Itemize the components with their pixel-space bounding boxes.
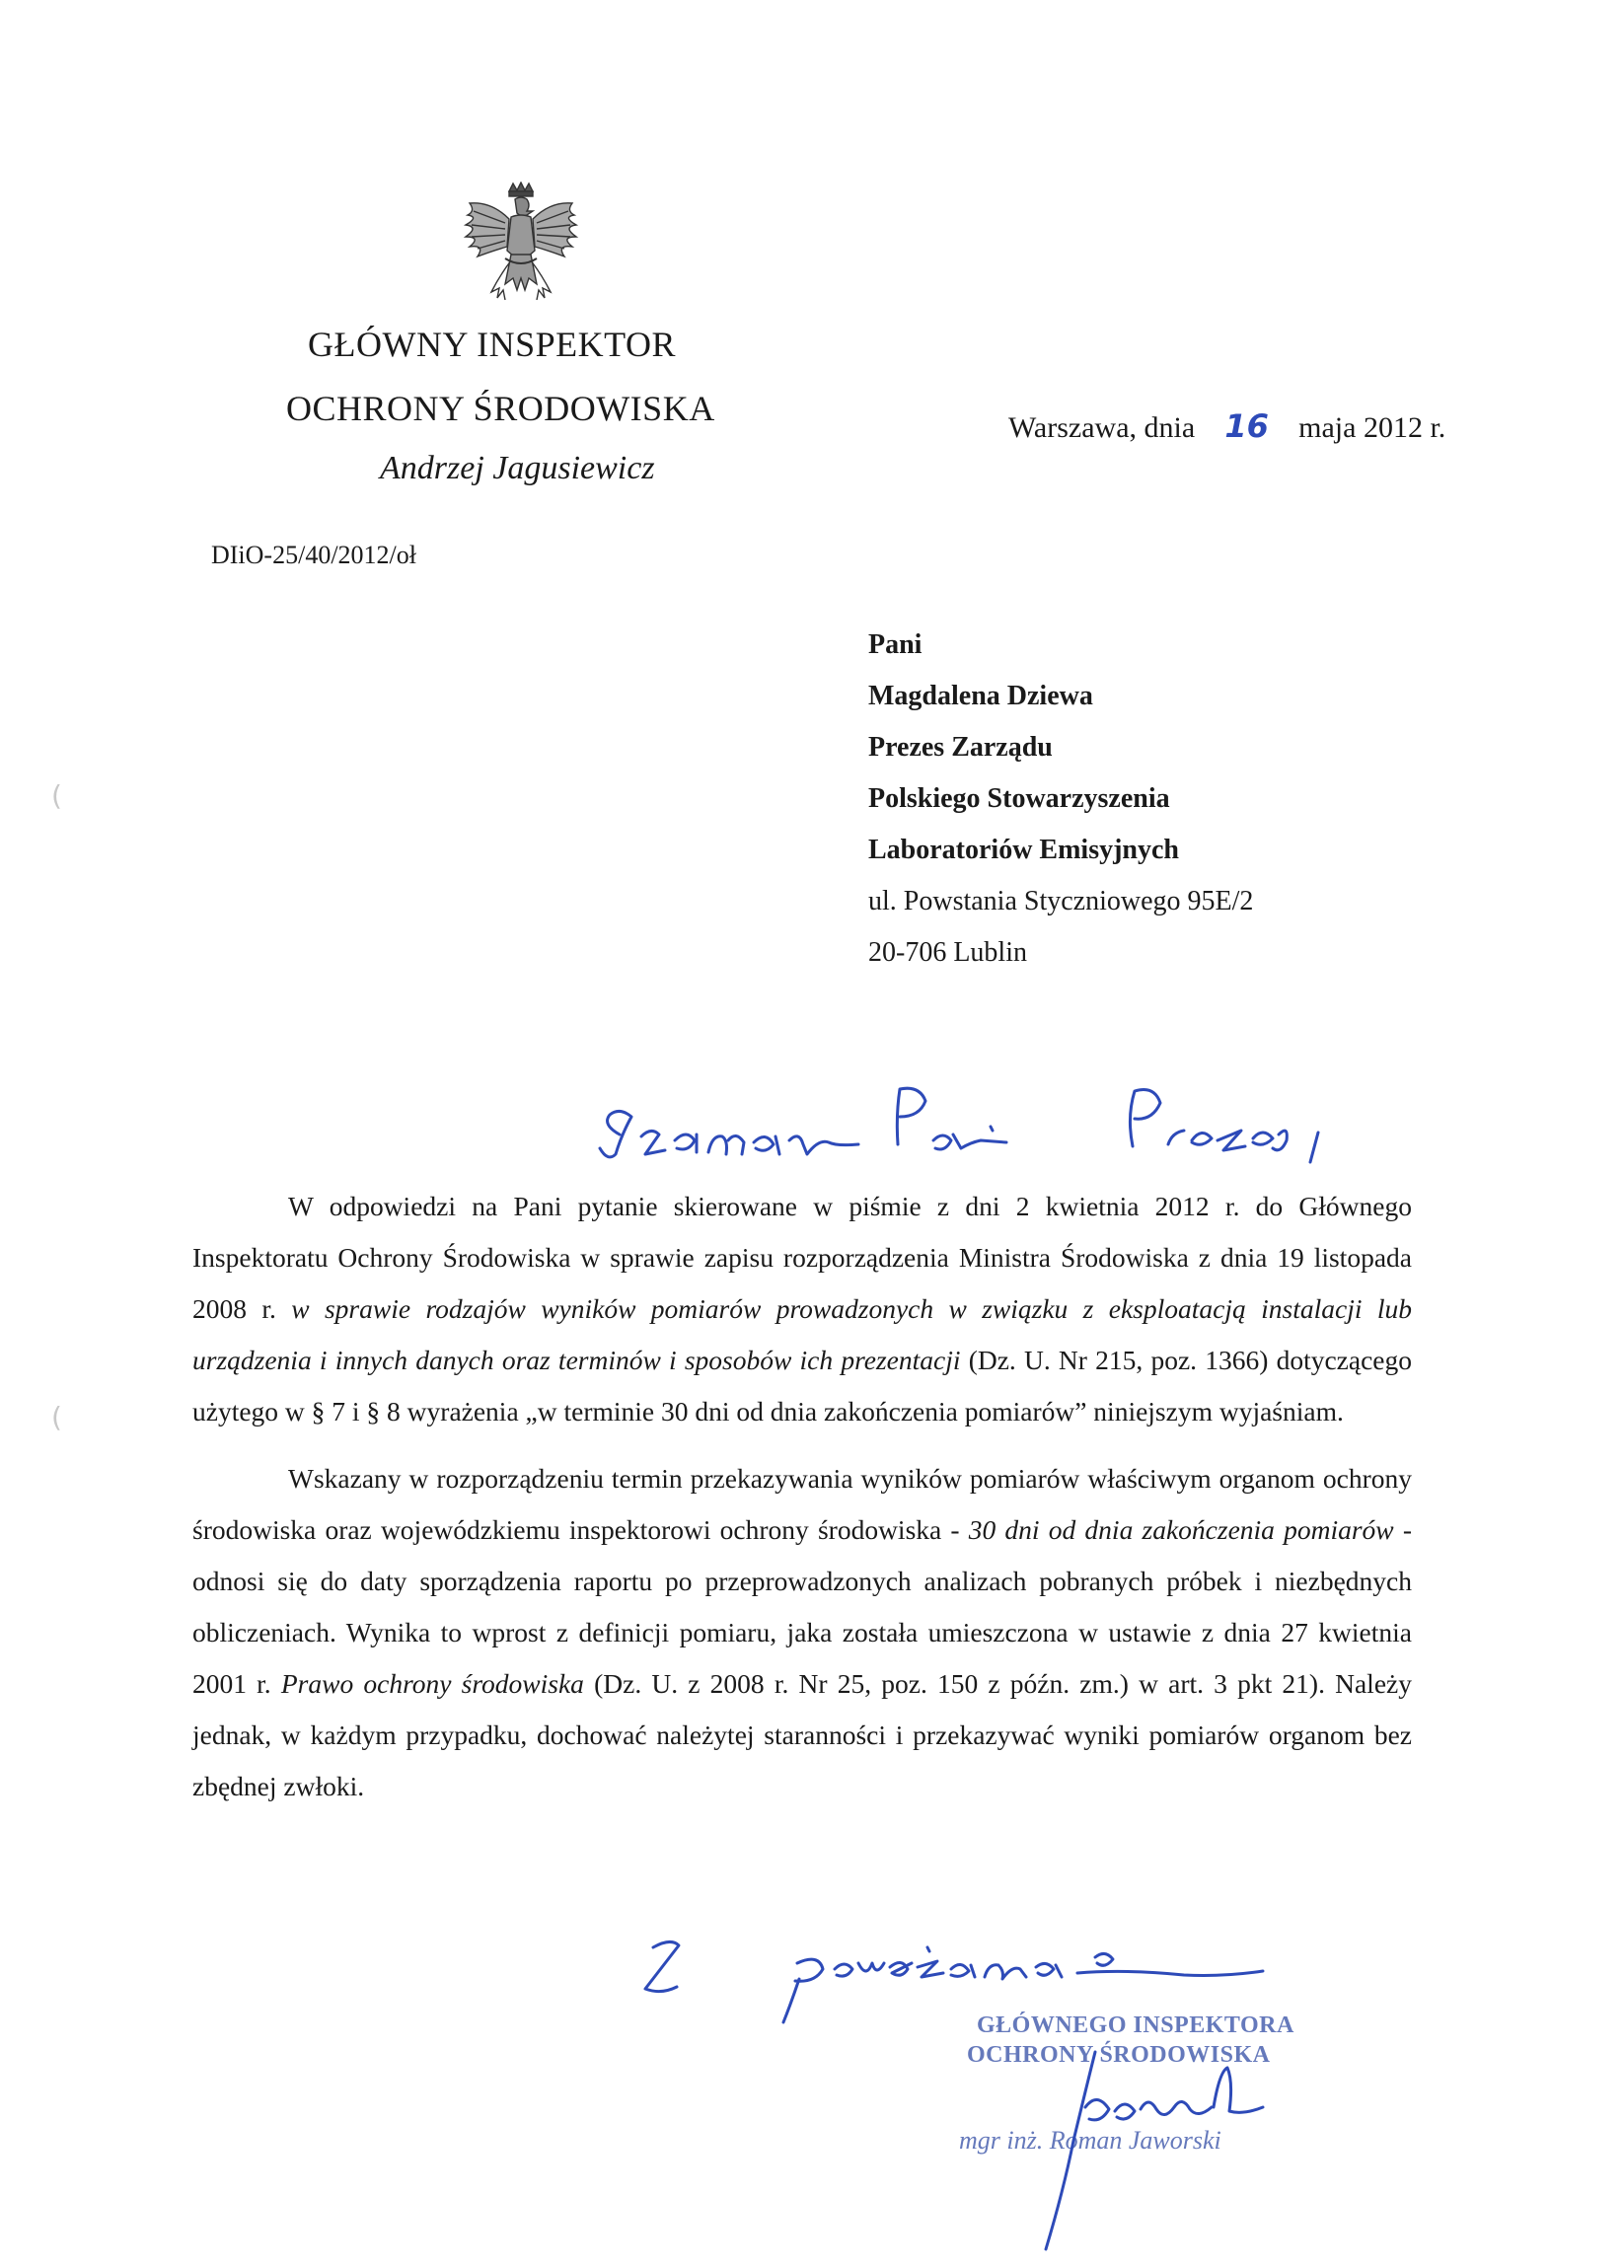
header-title-line1: GŁÓWNY INSPEKTOR bbox=[308, 325, 676, 364]
recipient-org-line2: Laboratoriów Emisyjnych bbox=[868, 835, 1179, 865]
date-prefix: Warszawa, dnia bbox=[1008, 411, 1196, 444]
paragraph-2-part2: - odnosi się do daty sporządzenia raportu po przeprowadzonych analizach pobranych próbek i niezbędnych obliczeniach. Wynika to wprost z definicji pomiaru, jaka została umieszczona w ustawie z dnia 27 kwietnia 2001 r. bbox=[192, 1514, 1412, 1699]
recipient-address-block bbox=[868, 620, 1253, 979]
scan-margin-mark-2-icon: ( bbox=[51, 1401, 62, 1433]
paragraph-1-italic1: w sprawie rodzajów wyników pomiarów prowadzonych w związku z eksploatacją instalacji lub urządzenia i innych danych oraz terminów i sposobów ich prezentacji bbox=[192, 1293, 1412, 1375]
paragraph-1-part2: (Dz. U. Nr 215, poz. 1366) dotyczącego użytego w § 7 i § 8 wyrażenia „w terminie 30 dni od dnia zakończenia pomiarów” niniejszym wyjaśniam. bbox=[192, 1345, 1412, 1427]
date-suffix: maja 2012 r. bbox=[1298, 411, 1446, 444]
header-official-name: Andrzej Jagusiewicz bbox=[380, 450, 655, 486]
paragraph-1 bbox=[192, 1181, 1412, 1437]
paragraph-1-part1: W odpowiedzi na Pani pytanie skierowane w piśmie z dni 2 kwietnia 2012 r. do Głównego Inspektoratu Ochrony Środowiska w sprawie zapisu rozporządzenia Ministra Środowiska z dnia 19 listopada 2008 r. bbox=[192, 1191, 1412, 1324]
paragraph-2-part3: (Dz. U. z 2008 r. Nr 25, poz. 150 z późn. zm.) w art. 3 pkt 21). Należy jednak, w każdym przypadku, dochować należytej staranności i przekazywać wyniki pomiarów organom bez zbędnej zwłoki. bbox=[192, 1668, 1412, 1801]
stamp-line2: OCHRONY ŚRODOWISKA bbox=[967, 2042, 1271, 2068]
recipient-city: 20-706 Lublin bbox=[868, 937, 1027, 968]
date-line bbox=[1008, 407, 1445, 445]
handwritten-greeting bbox=[493, 1046, 1381, 1184]
stamp-line1: GŁÓWNEGO INSPEKTORA bbox=[977, 2012, 1294, 2038]
date-day-handwritten: 16 bbox=[1224, 407, 1269, 445]
recipient-street: ul. Powstania Styczniowego 95E/2 bbox=[868, 886, 1254, 916]
header-title-line2: OCHRONY ŚRODOWISKA bbox=[286, 389, 715, 428]
eagle-emblem-icon bbox=[456, 182, 586, 320]
paragraph-2 bbox=[192, 1453, 1412, 1812]
scan-margin-mark-1-icon: ( bbox=[51, 779, 62, 812]
signature bbox=[987, 2012, 1312, 2259]
recipient-name: Magdalena Dziewa bbox=[868, 681, 1093, 711]
paragraph-2-italic2: Prawo ochrony środowiska bbox=[280, 1668, 584, 1699]
recipient-salutation: Pani bbox=[868, 629, 923, 660]
paragraph-2-italic1: 30 dni od dnia zakończenia pomiarów bbox=[968, 1514, 1394, 1545]
stamp-signer: mgr inż. Roman Jaworski bbox=[959, 2126, 1221, 2155]
recipient-org-line1: Polskiego Stowarzyszenia bbox=[868, 783, 1170, 814]
recipient-title: Prezes Zarządu bbox=[868, 732, 1053, 763]
letter-body bbox=[192, 1181, 1412, 1828]
reference-number: DIiO-25/40/2012/oł bbox=[211, 541, 416, 569]
paragraph-2-part1: Wskazany w rozporządzeniu termin przekazywania wyników pomiarów właściwym organom ochrony środowiska oraz wojewódzkiemu inspektorowi ochrony środowiska - bbox=[192, 1463, 1412, 1545]
